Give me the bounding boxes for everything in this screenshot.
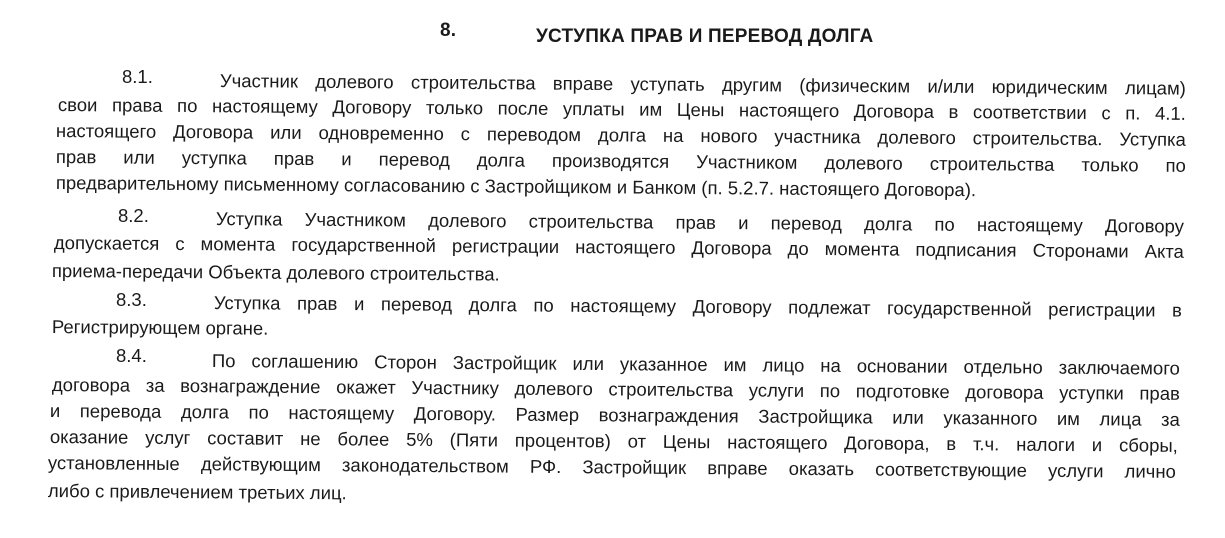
clause-text-line: По соглашению Сторон Застройщик или указанное им лицо на основании отдельно заключаемого bbox=[211, 350, 1180, 379]
clause-text-line: настоящего Договора или одновременно с переводом долга на нового участника долевого строительства. Уступка bbox=[55, 120, 1186, 150]
clause-text-line: допускается с момента государственной регистрации настоящего Договора до момента подписания Сторонами Акта bbox=[53, 232, 1184, 262]
clause-text-line: приема-передачи Объекта долевого строительства. bbox=[51, 260, 500, 285]
clause-text-line: Регистрирующем органе. bbox=[51, 316, 269, 339]
clause-number: 8.4. bbox=[116, 345, 147, 366]
clause-text-line: Уступка прав и перевод долга по настоящему Договору подлежат государственной регистрации в bbox=[213, 292, 1182, 321]
clause-text-line: свои права по настоящему Договору только после уплаты им Цены настоящего Договора в соответствии с п. 4.1. bbox=[57, 94, 1186, 124]
clause-text-line: и перевода долга по настоящему Договору. Размер вознаграждения Застройщика или указанного им лица за bbox=[49, 400, 1180, 430]
clause-text-line: оказание услуг составит не более 5% (Пяти процентов) от Цены настоящего Договора, в т.ч. налоги и сборы, bbox=[49, 426, 1178, 456]
section-heading bbox=[0, 20, 1225, 48]
clause-text-line: Участник долевого строительства вправе уступать другим (физическим и/или юридическим лицам) bbox=[219, 70, 1186, 99]
clause-text-line: установленные действующим законодательством РФ. Застройщик вправе оказать соответствующие услуги лично bbox=[47, 452, 1176, 482]
clause-text-line: договора за вознаграждение окажет Участнику долевого строительства услуги по подготовке договора уступки прав bbox=[51, 374, 1180, 404]
clause-text-line: прав или уступка прав и перевод долга производятся Участником долевого строительства только по bbox=[55, 146, 1186, 176]
clause-text-line: либо с привлечением третьих лиц. bbox=[47, 480, 347, 504]
clause-number: 8.3. bbox=[116, 289, 147, 310]
section-title: УСТУПКА ПРАВ И ПЕРЕВОД ДОЛГА bbox=[536, 26, 874, 47]
clause-number: 8.2. bbox=[118, 205, 149, 226]
clause-text-line: предварительному письменному согласованию с Застройщиком и Банком (п. 5.2.7. настоящего Договора). bbox=[55, 172, 977, 201]
clause-number: 8.1. bbox=[122, 66, 153, 87]
clause-text-line: Уступка Участником долевого строительства прав и перевод долга по настоящему Договору bbox=[215, 208, 1184, 237]
section-number: 8. bbox=[440, 20, 457, 41]
